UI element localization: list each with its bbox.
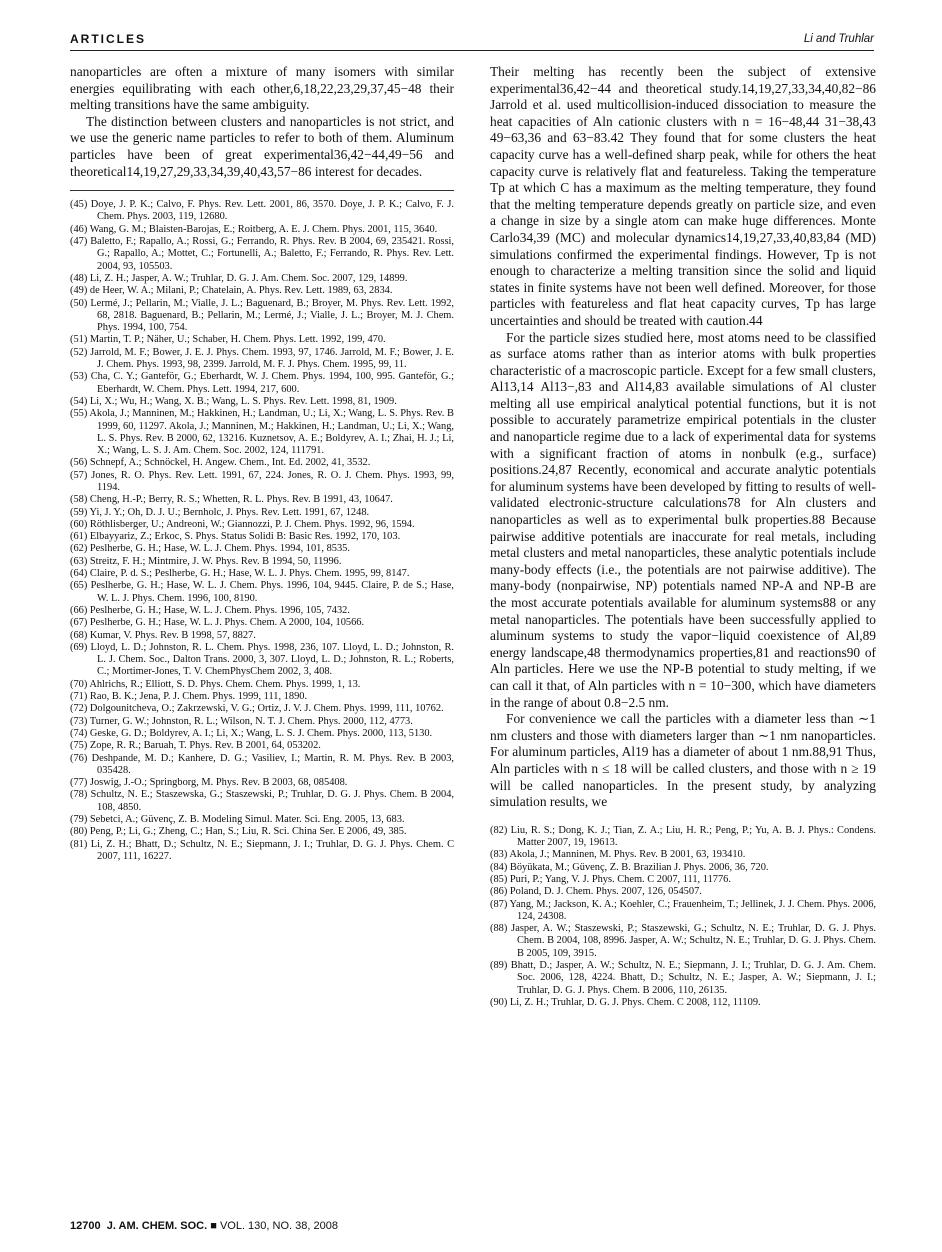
- page-number: 12700: [70, 1220, 101, 1232]
- reference-entry: (75) Zope, R. R.; Baruah, T. Phys. Rev. B 2001, 64, 053202.: [70, 740, 321, 752]
- section-label: ARTICLES: [70, 32, 146, 46]
- paragraph: For the particle sizes studied here, most atoms need to be classified as surface atoms rather than as interior atoms with bulk properties characteristic of a macroscopic particle. Except for a few small clusters, Al13,14 Al13−,83 and Al14,83 available simulations of Al cluster melting all use empirical analytical potential functions, but it is not possible to accurately parametrize empirical potentials in the cluster and nanoparticle regime due to a lack of experimental data for systems with a significant fraction of atoms in nonbulk (e.g., surface) positions.24,87 Recently, economical and accurate analytic potentials for aluminum systems have been developed by fitting to results of well-validated electronic-structure calculations78 for Aln clusters and nanoparticles as well as to experimental bulk properties.88 Because pairwise additive potentials are inaccurate for real metals, including metal clusters and metal nanoparticles, these analytic potentials include many-body effects (i.e., the potentials are not pairwise additive). The many-body (nonpairwise, NP) potentials named NP-A and NP-B are the most accurate potentials available for aluminum systems88 or any metal nanoparticles. The potentials have been successfully applied to aluminum systems to study the vapor−liquid coexistence of Al,89 energy landscape,48 thermodynamics properties,81 and reactions90 of Aln particles. Here we use the NP-B potential to study melting, if we can call it that, of Aln particles with n = 10−300, which have diameters in the range of about 0.8−2.5 nm.: [490, 329, 876, 710]
- reference-entry: (64) Claire, P. d. S.; Peslherbe, G. H.; Hase, W. L. J. Phys. Chem. 1995, 99, 8147.: [70, 568, 410, 580]
- reference-entry: (71) Rao, B. K.; Jena, P. J. Chem. Phys. 1999, 111, 1890.: [70, 691, 308, 703]
- reference-entry: (54) Li, X.; Wu, H.; Wang, X. B.; Wang, L. S. Phys. Rev. Lett. 1998, 81, 1909.: [70, 395, 397, 407]
- left-column: [70, 64, 454, 863]
- reference-entry: (81) Li, Z. H.; Bhatt, D.; Schultz, N. E.; Siepmann, J. I.; Truhlar, D. G. J. Phys. Chem. C 2007, 111, 16227.: [70, 838, 454, 862]
- reference-entry: (53) Cha, C. Y.; Ganteför, G.; Eberhardt, W. J. Chem. Phys. 1994, 100, 995. Ganteför, G.; Eberhardt, W. Chem. Phys. Lett. 1994, 217, 600.: [70, 371, 454, 395]
- reference-list: [490, 825, 876, 1009]
- reference-entry: (83) Akola, J.; Manninen, M. Phys. Rev. B 2001, 63, 193410.: [490, 849, 746, 861]
- reference-entry: (70) Ahlrichs, R.; Elliott, S. D. Phys. Chem. Chem. Phys. 1999, 1, 13.: [70, 678, 361, 690]
- reference-entry: (74) Geske, G. D.; Boldyrev, A. I.; Li, X.; Wang, L. S. J. Chem. Phys. 2000, 113, 5130.: [70, 727, 433, 739]
- right-column: [490, 64, 876, 1009]
- reference-entry: (57) Jones, R. O. Phys. Rev. Lett. 1991, 67, 224. Jones, R. O. J. Chem. Phys. 1993, 99, 1194.: [70, 469, 454, 493]
- reference-entry: (66) Peslherbe, G. H.; Hase, W. L. J. Chem. Phys. 1996, 105, 7432.: [70, 604, 350, 616]
- reference-entry: (90) Li, Z. H.; Truhlar, D. G. J. Phys. Chem. C 2008, 112, 11109.: [490, 996, 761, 1008]
- header-rule: [70, 50, 874, 51]
- journal-name: J. AM. CHEM. SOC.: [106, 1220, 208, 1232]
- reference-entry: (88) Jasper, A. W.; Staszewski, P.; Staszewski, G.; Schultz, N. E.; Truhlar, D. G. J. Phys. Chem. B 2004, 108, 8996. Jasper, A. W.; Schultz, N. E.; Truhlar, D. G. J. Phys. Chem. B 2005, 109, 3915.: [490, 923, 876, 959]
- reference-entry: (47) Baletto, F.; Rapallo, A.; Rossi, G.; Ferrando, R. Phys. Rev. B 2004, 69, 235421. Rossi, G.; Rapallo, A.; Mottet, C.; Fortunelli, A.; Baletto, F.; Ferrando, R. Phys. Rev. Lett. 2004, 93, 105503.: [70, 236, 454, 272]
- reference-entry: (46) Wang, G. M.; Blaisten-Barojas, E.; Roitberg, A. E. J. Chem. Phys. 2001, 115, 3640.: [70, 223, 438, 235]
- reference-entry: (59) Yi, J. Y.; Oh, D. J. U.; Bernholc, J. Phys. Rev. Lett. 1991, 67, 1248.: [70, 506, 370, 518]
- separator-glyph: ■: [210, 1220, 217, 1232]
- reference-entry: (56) Schnepf, A.; Schnöckel, H. Angew. Chem., Int. Ed. 2002, 41, 3532.: [70, 457, 371, 469]
- reference-entry: (73) Turner, G. W.; Johnston, R. L.; Wilson, N. T. J. Chem. Phys. 2000, 112, 4773.: [70, 715, 413, 727]
- reference-entry: (86) Poland, D. J. Chem. Phys. 2007, 126, 054507.: [490, 886, 702, 898]
- reference-entry: (61) Elbayyariz, Z.; Erkoc, S. Phys. Status Solidi B: Basic Res. 1992, 170, 103.: [70, 531, 401, 543]
- paragraph: Their melting has recently been the subject of extensive experimental36,42−44 and theoretical study.14,19,27,33,34,40,82−86 Jarrold et al. used multicollision-induced dissociation to measure the heat capacities of Aln cationic clusters with n = 16−48,44 31−38,43 49−63,36 and 63−83.42 They found that for some clusters the heat capacity curve has a well-defined sharp peak, while for others the heat capacity curve is relatively flat and featureless. Taking the temperature Tp at which C has a maximum as the melting temperature, they found that the melting temperature depends greatly on particle size, and even a change in size by a single atom can make huge differences. Monte Carlo34,39 (MC) and molecular dynamics14,19,27,33,40,83,84 (MD) simulations confirmed the experimental findings. However, Tp is not enough to characterize a melting transition since the solid and liquid states in finite systems have not been well defined. Moreover, for those particles with featureless and flat heat capacity curves, Tp has large uncertainties and should be treated with caution.44: [490, 64, 876, 328]
- reference-entry: (62) Peslherbe, G. H.; Hase, W. L. J. Chem. Phys. 1994, 101, 8535.: [70, 543, 350, 555]
- reference-entry: (78) Schultz, N. E.; Staszewska, G.; Staszewski, P.; Truhlar, D. G. J. Phys. Chem. B 2004, 108, 4850.: [70, 789, 454, 813]
- reference-entry: (85) Puri, P.; Yang, V. J. Phys. Chem. C 2007, 111, 11776.: [490, 873, 731, 885]
- reference-entry: (67) Peslherbe, G. H.; Hase, W. L. J. Phys. Chem. A 2000, 104, 10566.: [70, 617, 365, 629]
- reference-entry: (51) Martin, T. P.; Näher, U.; Schaber, H. Chem. Phys. Lett. 1992, 199, 470.: [70, 334, 386, 346]
- reference-entry: (69) Lloyd, L. D.; Johnston, R. L. Chem. Phys. 1998, 236, 107. Lloyd, L. D.; Johnston, R. L. J. Chem. Soc., Dalton Trans. 2000, 3, 307. Lloyd, L. D.; Johnston, R. L.; Roberts, C.; Mortimer-Jones, T. V. ChemPhysChem 2002, 3, 408.: [70, 641, 454, 678]
- reference-entry: (79) Sebetci, A.; Güvenç, Z. B. Modeling Simul. Mater. Sci. Eng. 2005, 13, 683.: [70, 814, 405, 825]
- running-authors: Li and Truhlar: [803, 33, 874, 45]
- reference-entry: (65) Peslherbe, G. H.; Hase, W. L. J. Chem. Phys. 1996, 104, 9445. Claire, P. de S.; Hase, W. L. J. Phys. Chem. 1996, 100, 8190.: [70, 580, 454, 604]
- volume-info: VOL. 130, NO. 38, 2008: [219, 1220, 338, 1232]
- reference-entry: (68) Kumar, V. Phys. Rev. B 1998, 57, 8827.: [70, 629, 256, 641]
- reference-entry: (49) de Heer, W. A.; Milani, P.; Chatelain, A. Phys. Rev. Lett. 1989, 63, 2834.: [70, 285, 393, 297]
- reference-entry: (76) Deshpande, M. D.; Kanhere, D. G.; Vasiliev, I.; Martin, R. M. Phys. Rev. B 2003, 035428.: [70, 752, 454, 776]
- reference-entry: (63) Streitz, F. H.; Mintmire, J. W. Phys. Rev. B 1994, 50, 11996.: [70, 555, 342, 567]
- reference-entry: (84) Böyükata, M.; Güvenç, Z. B. Brazilian J. Phys. 2006, 36, 720.: [490, 861, 769, 873]
- reference-entry: (58) Cheng, H.-P.; Berry, R. S.; Whetten, R. L. Phys. Rev. B 1991, 43, 10647.: [70, 494, 393, 506]
- paragraph: nanoparticles are often a mixture of many isomers with similar energies equilibrating with each other,6,18,22,23,29,37,45−48 their melting transitions have the same ambiguity.: [70, 64, 454, 113]
- paragraph: For convenience we call the particles with a diameter less than ∼1 nm clusters and those with diameters larger than ∼1 nm nanoparticles. For aluminum particles, Al19 has a diameter of about 1 nm.88,91 Thus, Aln particles with n ≤ 18 will be called clusters, and those with n ≥ 19 will be called nanoparticles. In the present study, by analyzing simulation results, we: [490, 711, 876, 810]
- reference-entry: (89) Bhatt, D.; Jasper, A. W.; Schultz, N. E.; Siepmann, J. I.; Truhlar, D. G. J. Am. Chem. Soc. 2006, 128, 4224. Bhatt, D.; Schultz, N. E.; Jasper, A. W.; Siepmann, J. I.; Truhlar, D. G. J. Phys. Chem. B 2006, 110, 26135.: [490, 959, 876, 996]
- paragraph: The distinction between clusters and nanoparticles is not strict, and we use the generic name particles to refer to both of them. Aluminum particles have been of great experimental36,42−44,49−56 and theoretical14,19,27,29,33,34,39,40,43,57−86 interest for decades.: [70, 113, 454, 179]
- reference-entry: (48) Li, Z. H.; Jasper, A. W.; Truhlar, D. G. J. Am. Chem. Soc. 2007, 129, 14899.: [70, 272, 408, 284]
- reference-entry: (52) Jarrold, M. F.; Bower, J. E. J. Phys. Chem. 1993, 97, 1746. Jarrold, M. F.; Bower, J. E. J. Chem. Phys. 1993, 98, 2399. Jarrold, M. F. J. Phys. Chem. 1995, 99, 11.: [70, 346, 454, 371]
- reference-entry: (80) Peng, P.; Li, G.; Zheng, C.; Han, S.; Liu, R. Sci. China Ser. E 2006, 49, 385.: [70, 826, 407, 838]
- page-footer: [70, 1220, 338, 1232]
- reference-entry: (77) Joswig, J.-O.; Springborg, M. Phys. Rev. B 2003, 68, 085408.: [70, 777, 348, 789]
- reference-separator: [70, 190, 454, 191]
- reference-entry: (87) Yang, M.; Jackson, K. A.; Koehler, C.; Frauenheim, T.; Jellinek, J. J. Chem. Phys. 2006, 124, 24308.: [490, 898, 876, 922]
- reference-entry: (55) Akola, J.; Manninen, M.; Hakkinen, H.; Landman, U.; Li, X.; Wang, L. S. Phys. Rev. B 1999, 60, 11297. Akola, J.; Manninen, M.; Hakkinen, H.; Landman, U.; Li, X.; Wang, L. S. Phys. Rev. B 2000, 62, 13216. Kuznetsov, A. E.; Boldyrev, A. I.; Zhai, H. J.; Li, X.; Wang, L. S. J. Am. Chem. Soc. 2002, 124, 111791.: [70, 408, 454, 457]
- reference-entry: (82) Liu, R. S.; Dong, K. J.; Tian, Z. A.; Liu, H. R.; Peng, P.; Yu, A. B. J. Phys.: Condens. Matter 2007, 19, 19613.: [490, 824, 876, 849]
- reference-list: [70, 199, 454, 863]
- reference-entry: (50) Lermé, J.; Pellarin, M.; Vialle, J. L.; Baguenard, B.; Broyer, M. Phys. Rev. Lett. 1992, 68, 2818. Baguenard, B.; Pellarin, M.; Lermé, J.; Vialle, J. L.; Broyer, M. J. Chem. Phys. 1994, 100, 754.: [70, 297, 454, 334]
- reference-entry: (72) Dolgounitcheva, O.; Zakrzewski, V. G.; Ortiz, J. V. J. Chem. Phys. 1999, 111, 10762.: [70, 703, 444, 715]
- reference-entry: (45) Doye, J. P. K.; Calvo, F. Phys. Rev. Lett. 2001, 86, 3570. Doye, J. P. K.; Calvo, F. J. Chem. Phys. 2003, 119, 12680.: [70, 199, 454, 223]
- reference-entry: (60) Röthlisberger, U.; Andreoni, W.; Giannozzi, P. J. Chem. Phys. 1992, 96, 1594.: [70, 518, 415, 530]
